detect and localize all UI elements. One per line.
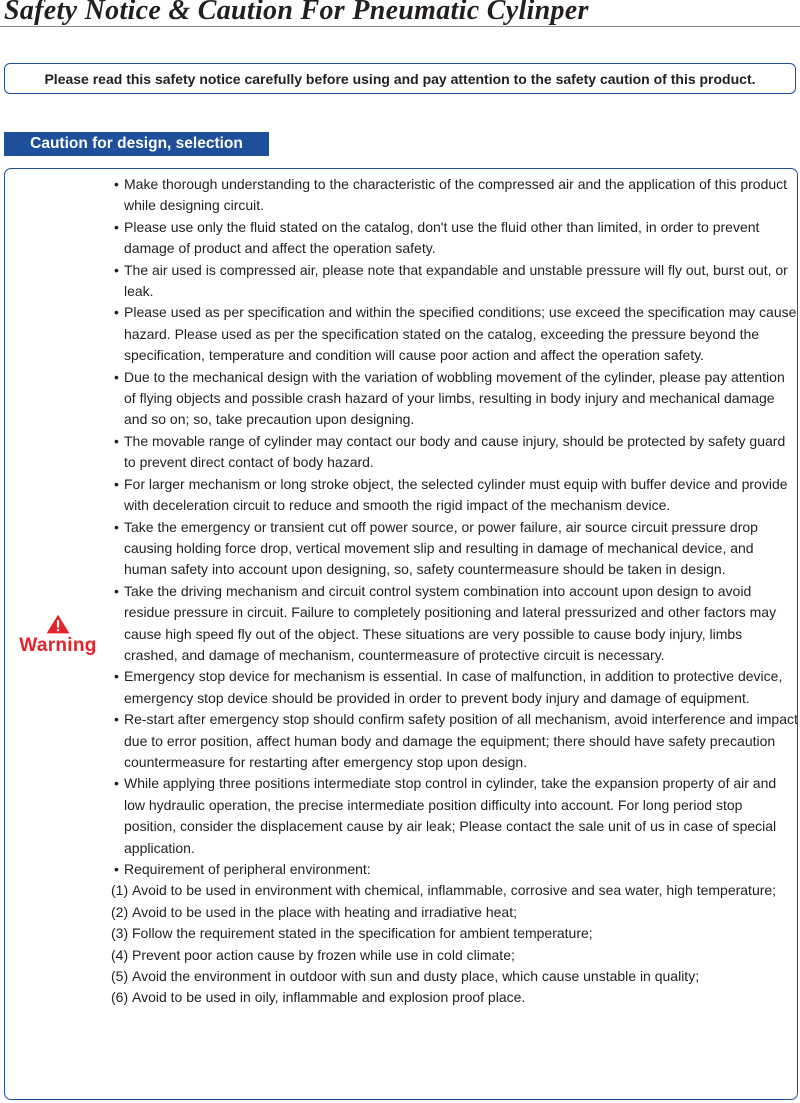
bullet-point-icon: •: [114, 475, 119, 492]
environment-item-text: Follow the requirement stated in the specification for ambient temperature;: [132, 925, 593, 942]
caution-item: [108, 217, 798, 260]
environment-item: [108, 880, 798, 901]
caution-item: [108, 517, 798, 581]
environment-item-number: (1): [111, 882, 129, 899]
caution-item-text: While applying three positions intermediate stop control in cylinder, take the expansion property of air and low hydraulic operation, the precise intermediate position difficulty into account. For long period stop position, consider the displacement cause by air leak; Please contact the sale unit of us in case of special application.: [124, 775, 777, 856]
safety-notice-text: Please read this safety notice carefully before using and pay attention to the safety caution of this product.: [44, 70, 756, 87]
bullet-point-icon: •: [114, 261, 119, 278]
caution-item: [108, 260, 798, 303]
caution-item-text: Take the emergency or transient cut off power source, or power failure, air source circuit pressure drop causing holding force drop, vertical movement slip and resulting in damage of mechanical device, and human safety into account upon designing, so, safety countermeasure should be taken in design.: [124, 518, 758, 578]
section-heading-text: Caution for design, selection: [30, 135, 243, 152]
bullet-point-icon: •: [114, 668, 119, 685]
environment-item: [108, 923, 798, 944]
caution-item: [108, 709, 798, 773]
bullet-point-icon: •: [114, 176, 119, 192]
environment-item-text: Avoid the environment in outdoor with sun and dusty place, which cause unstable in quality;: [132, 968, 700, 985]
environment-item-text: Avoid to be used in the place with heating and irradiative heat;: [132, 903, 517, 920]
environment-item-number: (3): [111, 925, 129, 942]
environment-item-number: (6): [111, 989, 129, 1006]
environment-item: [108, 966, 798, 987]
title-divider: [0, 26, 800, 27]
environment-item: [108, 987, 798, 1008]
bullet-point-icon: •: [114, 582, 119, 599]
caution-item-text: Please use only the fluid stated on the catalog, don't use the fluid other than limited, in order to prevent damage of product and affect the operation safety.: [124, 218, 760, 257]
bullet-point-icon: •: [114, 368, 119, 385]
caution-item-text: The air used is compressed air, please note that expandable and unstable pressure will fly out, burst out, or leak.: [124, 261, 788, 300]
environment-item-text: Avoid to be used in oily, inflammable and explosion proof place.: [132, 989, 526, 1006]
warning-label: Warning: [19, 635, 97, 656]
caution-item: [108, 431, 798, 474]
environment-item-text: Avoid to be used in environment with chemical, inflammable, corrosive and sea water, high temperature;: [132, 882, 777, 899]
caution-item-text: Requirement of peripheral environment:: [124, 861, 371, 877]
caution-item: [108, 581, 798, 667]
caution-item: [108, 367, 798, 431]
caution-list: [108, 174, 798, 1009]
environment-item-text: Prevent poor action cause by frozen while use in cold climate;: [132, 946, 515, 963]
bullet-point-icon: •: [114, 775, 119, 792]
caution-item: [108, 174, 798, 217]
section-heading: [4, 132, 269, 156]
caution-item: [108, 859, 798, 880]
bullet-point-icon: •: [114, 218, 119, 235]
bullet-point-icon: •: [114, 304, 119, 321]
caution-item: [108, 666, 798, 709]
caution-item-text: Re-start after emergency stop should confirm safety position of all mechanism, avoid interference and impact due to error position, affect human body and damage the equipment; there should have safety precaution countermeasure for restarting after emergency stop upon design.: [124, 711, 798, 770]
page-title: Safety Notice & Caution For Pneumatic Cylinper: [4, 0, 589, 26]
caution-item-text: Make thorough understanding to the characteristic of the compressed air and the application of this product while designing circuit.: [124, 176, 788, 214]
environment-item-number: (4): [111, 946, 129, 963]
caution-item-text: Due to the mechanical design with the variation of wobbling movement of the cylinder, please pay attention of flying objects and possible crash hazard of your limbs, resulting in body injury and mechanical damage and so on; so, take precaution upon designing.: [124, 368, 785, 428]
caution-item-text: Emergency stop device for mechanism is essential. In case of malfunction, in addition to protective device, emergency stop device should be provided in order to prevent body injury and damage of equipment.: [124, 668, 783, 706]
caution-item-text: Please used as per specification and within the specified conditions; use exceed the specification may cause hazard. Please used as per the specification stated on the catalog, exceeding the pressure beyond the specification, temperature and condition will cause poor action and affect the operation safety.: [124, 304, 797, 364]
bullet-point-icon: •: [114, 711, 119, 728]
bullet-point-icon: •: [114, 432, 119, 449]
warning-badge: [12, 614, 104, 657]
safety-notice-banner: [4, 63, 796, 94]
bullet-point-icon: •: [114, 861, 119, 877]
bullet-point-icon: •: [114, 518, 119, 535]
warning-triangle-icon: [46, 614, 70, 634]
environment-item: [108, 945, 798, 966]
caution-item: [108, 474, 798, 517]
caution-item-text: The movable range of cylinder may contact our body and cause injury, should be protected by safety guard to prevent direct contact of body hazard.: [124, 432, 786, 471]
caution-item: [108, 773, 798, 859]
environment-item: [108, 902, 798, 923]
caution-item-text: For larger mechanism or long stroke object, the selected cylinder must equip with buffer device and provide with deceleration circuit to reduce and smooth the rigid impact of the mechanism device.: [124, 475, 788, 514]
environment-item-number: (5): [111, 968, 129, 985]
caution-item: [108, 302, 798, 366]
caution-item-text: Take the driving mechanism and circuit control system combination into account upon design to avoid residue pressure in circuit. Failure to completely positioning and lateral pressurized and other factors may cause high speed fly out of the object. These situations are very possible to cause body injury, limbs crashed, and damage of mechanism, countermeasure of protective circuit is necessary.: [124, 582, 777, 663]
environment-item-number: (2): [111, 903, 129, 920]
